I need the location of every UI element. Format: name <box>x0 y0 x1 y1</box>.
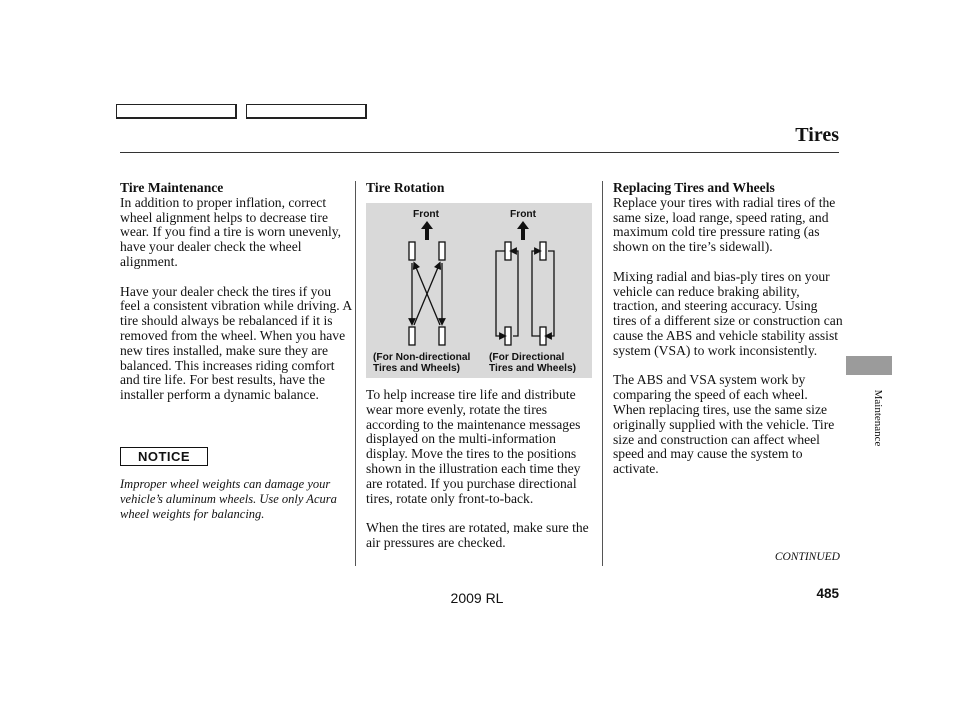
caption-directional-line2: Tires and Wheels) <box>489 363 576 374</box>
footer-model: 2009 RL <box>450 590 504 606</box>
section-heading-replacing-tires: Replacing Tires and Wheels <box>613 180 775 195</box>
middle-column-heading-wrap <box>366 181 596 196</box>
front-arrow-icon-right <box>517 221 529 240</box>
page-title: Tires <box>795 124 839 146</box>
rotation-arrows-directional <box>496 251 554 336</box>
column-divider-2 <box>602 181 603 566</box>
section-heading-tire-rotation: Tire Rotation <box>366 180 445 195</box>
side-tab-label: Maintenance <box>872 389 884 447</box>
caption-directional-line1: (For Directional <box>489 352 565 363</box>
paragraph: To help increase tire life and distribute wear more evenly, rotate the tires according to the maintenance messages displayed on the multi-information display. Move the tires to the positions shown in the illustration each time they are rotated. If you purchase directional tires, rotate only front-to-back. <box>366 387 581 506</box>
right-column <box>613 181 843 492</box>
page-number: 485 <box>816 586 839 601</box>
front-label-right: Front <box>510 209 537 220</box>
paragraph: When the tires are rotated, make sure the air pressures are checked. <box>366 520 589 550</box>
notice-label: NOTICE <box>120 447 208 466</box>
paragraph: Mixing radial and bias-ply tires on your vehicle can reduce braking ability, traction, and steering accuracy. Using tires of a different size or construction can cause the ABS and vehicle stability assist system (VSA) to work inconsistently. <box>613 268 843 358</box>
caption-non-directional-line1: (For Non-directional <box>373 352 471 363</box>
nav-tab-box-1[interactable] <box>116 104 237 119</box>
front-arrow-icon-left <box>421 221 433 240</box>
continued-label: CONTINUED <box>774 551 840 563</box>
paragraph: The ABS and VSA system work by comparing the speed of each wheel. When replacing tires, use the same size originally supplied with the vehicle. Tire size and construction can affect wheel speed and may cause the system to activate. <box>613 372 835 477</box>
rotation-arrows-non-directional <box>412 263 442 325</box>
section-tab-marker[interactable] <box>846 356 892 375</box>
middle-column-text <box>366 388 594 566</box>
section-heading-tire-maintenance: Tire Maintenance <box>120 180 224 195</box>
tire-icons-directional <box>505 242 546 345</box>
paragraph: Have your dealer check the tires if you feel a consistent vibration while driving. A tire should always be rebalanced if it is removed from the wheel. When you have new tires installed, make sure they are balanced. This increases riding comfort and tire life. For best results, have the installer perform a dynamic balance. <box>120 283 352 403</box>
front-label-left: Front <box>413 209 440 220</box>
header-rule <box>120 152 839 153</box>
tire-rotation-diagram <box>366 203 592 378</box>
caption-non-directional-line2: Tires and Wheels) <box>373 363 460 374</box>
notice-text: Improper wheel weights can damage your vehicle’s aluminum wheels. Use only Acura wheel weights for balancing. <box>120 477 337 521</box>
paragraph: Replace your tires with radial tires of the same size, load range, speed rating, and maximum cold tire pressure rating (as shown on the tire’s sidewall). <box>613 194 836 255</box>
paragraph: In addition to proper inflation, correct wheel alignment helps to decrease tire wear. If you find a tire is worn unevenly, have your dealer check the wheel alignment. <box>120 194 342 269</box>
nav-tab-box-2[interactable] <box>246 104 367 119</box>
left-column <box>120 181 352 418</box>
